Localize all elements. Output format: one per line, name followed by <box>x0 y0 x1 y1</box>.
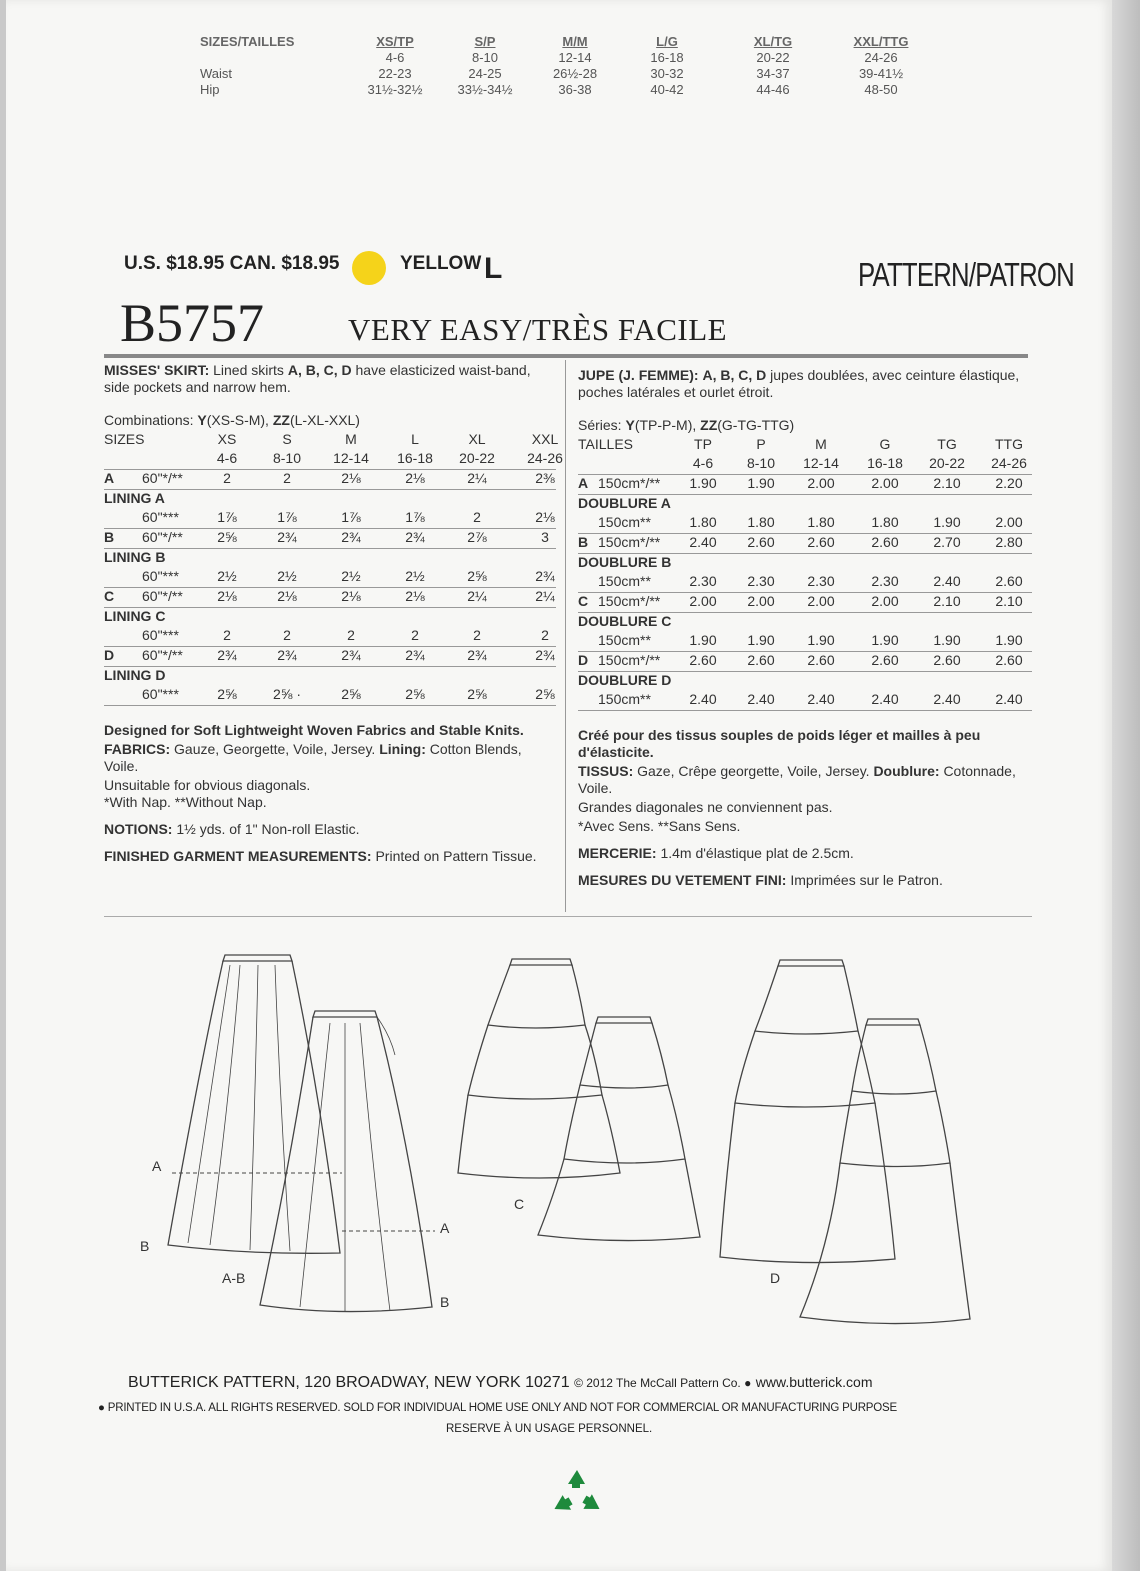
header-rule <box>104 354 1028 358</box>
size-number: 20-22 <box>459 450 495 466</box>
fabrics-text: Gauze, Georgette, Voile, Jersey. <box>174 741 376 757</box>
yardage-row <box>104 529 556 549</box>
size-number-row <box>578 455 1032 475</box>
yardage-value: 2¼ <box>467 588 487 604</box>
fabric-width: 150cm*/** <box>598 534 661 550</box>
size-cell: 40-42 <box>650 82 684 97</box>
skirt-view-a-front <box>168 955 340 1253</box>
hip-label: Hip <box>200 82 220 97</box>
size-number: 12-14 <box>803 455 839 471</box>
size-cell: 4-6 <box>385 50 405 65</box>
rights-notice: ● PRINTED IN U.S.A. ALL RIGHTS RESERVED. SOLD FOR INDIVIDUAL HOME USE ONLY AND NOT FOR COMMERCIAL OR MANUFACTURING PURPOSE <box>98 1402 897 1414</box>
size-cell: 24-26 <box>864 50 898 65</box>
desc-label-fr: JUPE (J. FEMME): <box>578 367 699 383</box>
yardage-value: 2.00 <box>871 475 899 491</box>
yardage-value: 1.90 <box>747 632 775 648</box>
yardage-row <box>104 647 556 667</box>
pattern-number: B5757 <box>120 293 265 353</box>
yardage-value: 1.90 <box>871 632 899 648</box>
yardage-value: 2⅛ <box>405 588 425 604</box>
mercerie-text: 1.4m d'élastique plat de 2.5cm. <box>660 845 854 861</box>
size-number: 16-18 <box>397 450 433 466</box>
yardage-value: 2.30 <box>871 573 899 589</box>
pattern-label: PATTERN/PATRON <box>858 256 1074 293</box>
lining-text: Cotton Blends, Voile. <box>104 741 522 774</box>
label-a-right: A <box>440 1220 450 1236</box>
desc-text: Lined skirts <box>213 362 284 378</box>
yardage-value: 2⅞ <box>467 529 487 545</box>
mesures <box>578 872 1032 889</box>
notions-label: NOTIONS: <box>104 821 173 837</box>
yardage-value: 2.30 <box>747 573 775 589</box>
fabric-width: 60"*** <box>142 568 179 584</box>
yardage-value: 2 <box>223 470 231 486</box>
yardage-value: 2.40 <box>807 691 835 707</box>
recycle-icon <box>550 1466 604 1520</box>
view-label: B <box>578 534 589 550</box>
yardage-value: 2.60 <box>933 652 961 668</box>
series-label: Séries: <box>578 417 622 433</box>
yardage-value: 2.10 <box>933 593 961 609</box>
yardage-value: 2.40 <box>933 691 961 707</box>
fabric-width: 60"*/** <box>142 647 183 663</box>
yardage-value: 2.40 <box>747 691 775 707</box>
publisher-address: BUTTERICK PATTERN, 120 BROADWAY, NEW YORK 10271 <box>128 1374 570 1391</box>
yardage-value: 2.40 <box>995 691 1023 707</box>
diagonales: Grandes diagonales ne conviennent pas. <box>578 799 833 815</box>
yardage-value: 2½ <box>405 568 425 584</box>
lining-label: DOUBLURE D <box>578 672 672 688</box>
yardage-value: 2.70 <box>933 534 961 550</box>
yardage-value: 2⅜ <box>535 470 555 486</box>
yardage-value: 2.00 <box>807 475 835 491</box>
yardage-value: 2 <box>347 627 355 643</box>
tissus <box>578 763 1032 797</box>
french-column <box>578 367 1032 891</box>
fabric-width: 150cm** <box>598 573 651 589</box>
yardage-value: 2.60 <box>871 652 899 668</box>
size-number: 4-6 <box>216 450 238 466</box>
envelope-edge <box>1112 0 1140 1571</box>
yardage-value: 2¾ <box>535 568 555 584</box>
yardage-value: 2.10 <box>933 475 961 491</box>
yardage-value: 2⅝ · <box>272 686 301 702</box>
finished-text: Printed on Pattern Tissue. <box>375 848 537 864</box>
yardage-value: 2⅝ <box>341 686 361 702</box>
combo-y: Y <box>197 412 207 428</box>
skirt-line-drawings <box>140 945 1000 1325</box>
size-number: 4-6 <box>692 455 714 471</box>
skirt-view-c-back <box>538 1017 700 1241</box>
fabrics <box>104 741 556 775</box>
lining-title-row <box>578 613 1032 632</box>
label-a-left: A <box>152 1158 162 1174</box>
yardage-value: 2.00 <box>747 593 775 609</box>
fabrics-label: FABRICS: <box>104 741 171 757</box>
view-label: D <box>578 652 589 668</box>
yardage-value: 2⅛ <box>341 470 361 486</box>
yardage-value: 2.30 <box>689 573 717 589</box>
yardage-value: 3 <box>541 529 549 545</box>
yardage-value: 2⅝ <box>217 529 237 545</box>
skirt-view-d-front <box>720 960 895 1263</box>
size-number: 16-18 <box>867 455 903 471</box>
yardage-value: 2¼ <box>535 588 555 604</box>
fabric-width: 150cm** <box>598 632 651 648</box>
size-number: 12-14 <box>333 450 369 466</box>
yardage-value: 2.40 <box>871 691 899 707</box>
finished-measurements <box>104 848 556 865</box>
english-column <box>104 362 563 867</box>
yardage-value: 2¾ <box>341 647 361 663</box>
lining-title-row <box>578 672 1032 691</box>
view-label: A <box>578 475 589 491</box>
mercerie-label: MERCERIE: <box>578 845 657 861</box>
size-cell: 48-50 <box>864 82 898 97</box>
size-cell: 31½-32½ <box>367 82 423 97</box>
fabric-width: 60"*** <box>142 627 179 643</box>
yardage-row <box>578 573 1032 593</box>
yardage-value: 2⅝ <box>405 686 425 702</box>
yardage-value: 2.40 <box>689 691 717 707</box>
color-dot-icon <box>352 251 386 285</box>
yardage-value: 2.60 <box>807 652 835 668</box>
yardage-value: 1.80 <box>747 514 775 530</box>
yardage-value: 2 <box>411 627 419 643</box>
yardage-row <box>578 475 1032 495</box>
size-number: 20-22 <box>929 455 965 471</box>
size-name: TG <box>937 436 957 452</box>
lining-label: DOUBLURE A <box>578 495 671 511</box>
waist-label: Waist <box>200 66 233 81</box>
size-name-row <box>104 431 559 450</box>
mercerie <box>578 845 1032 862</box>
yardage-value: 2¾ <box>467 647 487 663</box>
size-cell: 26½-28 <box>552 66 598 81</box>
yardage-value: 2⅝ <box>467 568 487 584</box>
yardage-value: 1.80 <box>807 514 835 530</box>
yardage-value: 2 <box>283 627 291 643</box>
yardage-value: 2⅛ <box>405 470 425 486</box>
yardage-value: 2½ <box>277 568 297 584</box>
combo-zz-sizes: (L-XL-XXL) <box>289 412 360 428</box>
label-d: D <box>770 1270 781 1286</box>
doublure-label: Doublure: <box>873 763 940 779</box>
tissus-text: Gaze, Crêpe georgette, Voile, Jersey. <box>637 763 870 779</box>
yardage-value: 1.90 <box>747 475 775 491</box>
size-cell: L/G <box>656 34 678 49</box>
fabric-width: 150cm** <box>598 514 651 530</box>
size-cell: 12-14 <box>558 50 592 65</box>
fabric-width: 150cm** <box>598 691 651 707</box>
size-cell: 44-46 <box>756 82 790 97</box>
website-link[interactable]: www.butterick.com <box>755 1374 873 1390</box>
lining-label: Lining: <box>379 741 426 757</box>
size-number: 8-10 <box>272 450 302 466</box>
size-cell: XXL/TTG <box>853 34 909 49</box>
lining-label: LINING C <box>104 608 166 624</box>
size-number-row <box>104 450 563 470</box>
desc-label: MISSES' SKIRT: <box>104 362 210 378</box>
fabric-width: 60"*** <box>142 686 179 702</box>
yardage-table <box>104 431 563 706</box>
yardage-value: 2¾ <box>405 529 425 545</box>
size-name: P <box>756 436 766 452</box>
yardage-value: 2.60 <box>747 652 775 668</box>
view-label: D <box>104 647 115 663</box>
yardage-row <box>578 514 1032 534</box>
yardage-value: 1.80 <box>689 514 717 530</box>
size-name: G <box>879 436 891 452</box>
yardage-value: 2¼ <box>467 470 487 486</box>
yardage-value: 2⅛ <box>277 588 297 604</box>
label-c: C <box>514 1196 525 1212</box>
lining-label: DOUBLURE C <box>578 613 672 629</box>
lining-label: LINING B <box>104 549 166 565</box>
size-name: L <box>411 431 419 447</box>
series-zz: ZZ <box>700 417 718 433</box>
sizes-label: SIZES <box>104 431 145 447</box>
yardage-value: 1.80 <box>871 514 899 530</box>
yardage-value: 2.60 <box>689 652 717 668</box>
desc-text-2: have elasticized waist-band, side pockets and narrow hem. <box>104 362 531 395</box>
yardage-row <box>578 593 1032 613</box>
yardage-row <box>104 470 556 490</box>
french-notes <box>578 727 1032 889</box>
lining-title-row <box>104 549 556 568</box>
yardage-value: 2.60 <box>807 534 835 550</box>
copyright: © 2012 The McCall Pattern Co. ● <box>574 1376 752 1390</box>
yardage-row <box>104 509 556 529</box>
size-number: 24-26 <box>527 450 563 466</box>
size-cell: 24-25 <box>468 66 502 81</box>
size-cell: 34-37 <box>756 66 790 81</box>
combinations <box>104 412 556 429</box>
skirt-view-c-front <box>458 959 620 1178</box>
yardage-row <box>104 627 556 647</box>
size-cell: 16-18 <box>650 50 684 65</box>
yardage-value: 2.60 <box>995 573 1023 589</box>
desc-views: A, B, C, D <box>287 362 352 378</box>
tissus-label: TISSUS: <box>578 763 634 779</box>
yardage-value: 2⅝ <box>535 686 555 702</box>
size-name: XS <box>217 431 237 447</box>
lining-title-row <box>104 608 556 627</box>
finished-label: FINISHED GARMENT MEASUREMENTS: <box>104 848 372 864</box>
yardage-value: 2¾ <box>535 647 555 663</box>
skirt-illustration <box>140 945 1000 1325</box>
doublure-text: Cotonnade, Voile. <box>578 763 1016 796</box>
difficulty: VERY EASY/TRÈS FACILE <box>348 312 728 347</box>
yardage-value: 1.90 <box>689 475 717 491</box>
mesures-label: MESURES DU VETEMENT FINI: <box>578 872 787 888</box>
combo-label: Combinations: <box>104 412 194 428</box>
fabric-width: 60"*** <box>142 509 179 525</box>
yardage-value: 1.90 <box>807 632 835 648</box>
yardage-value: 2¾ <box>405 647 425 663</box>
yardage-row <box>578 652 1032 672</box>
reserve-notice: RESERVE À UN USAGE PERSONNEL. <box>446 1423 653 1435</box>
fabric-width: 150cm*/** <box>598 475 661 491</box>
size-cell: 22-23 <box>378 66 412 81</box>
size-name: TTG <box>995 436 1023 452</box>
yardage-value: 2.30 <box>807 573 835 589</box>
lining-label: LINING A <box>104 490 165 506</box>
yardage-value: 2⅛ <box>217 588 237 604</box>
english-description <box>104 362 556 396</box>
yardage-value: 2.80 <box>995 534 1023 550</box>
nap-note: *With Nap. **Without Nap. <box>104 794 267 810</box>
yardage-value: 2.00 <box>995 514 1023 530</box>
yardage-value: 2⅝ <box>467 686 487 702</box>
section-divider <box>104 916 1032 917</box>
yardage-value: 1⅞ <box>405 509 425 525</box>
size-cell: S/P <box>474 34 496 49</box>
series-y: Y <box>625 417 635 433</box>
yardage-value: 2.00 <box>871 593 899 609</box>
size-cell: 36-38 <box>558 82 592 97</box>
yardage-value: 1.90 <box>933 632 961 648</box>
yardage-value: 2½ <box>341 568 361 584</box>
size-name-row <box>578 436 1032 455</box>
size-cell: XL/TG <box>753 34 793 49</box>
designed-for: Designed for Soft Lightweight Woven Fabrics and Stable Knits. <box>104 722 524 738</box>
size-cell: XS/TP <box>376 34 414 49</box>
yardage-row <box>578 691 1032 711</box>
unsuitable: Unsuitable for obvious diagonals. <box>104 777 311 793</box>
yardage-value: 2.10 <box>995 593 1023 609</box>
english-notes <box>104 722 556 865</box>
yardage-value: 2 <box>541 627 549 643</box>
view-label: B <box>104 529 115 545</box>
yardage-value: 2.40 <box>689 534 717 550</box>
yardage-row <box>104 686 556 706</box>
view-label: C <box>104 588 115 604</box>
publisher-line <box>128 1374 873 1392</box>
view-label: C <box>578 593 589 609</box>
skirt-view-b-back <box>260 1011 432 1312</box>
size-name: TP <box>694 436 712 452</box>
series-zz-sizes: (G-TG-TTG) <box>717 417 795 433</box>
lining-title-row <box>578 495 1032 514</box>
color-code: L <box>484 252 503 285</box>
yardage-value: 1.90 <box>995 632 1023 648</box>
yardage-row <box>578 534 1032 554</box>
combo-zz: ZZ <box>272 412 290 428</box>
yardage-value: 2.00 <box>807 593 835 609</box>
yardage-value: 2.00 <box>689 593 717 609</box>
size-cell: 30-32 <box>650 66 684 81</box>
lining-title-row <box>104 490 556 509</box>
size-header-label: SIZES/TAILLES <box>200 34 295 49</box>
desc-text-fr: jupes doublées, avec ceinture élastique, poches latérales et ourlet étroit. <box>578 367 1020 400</box>
yardage-value: 2 <box>473 627 481 643</box>
size-name: XL <box>468 431 486 447</box>
yardage-value: 2.20 <box>995 475 1023 491</box>
lining-title-row <box>578 554 1032 573</box>
size-name: XXL <box>531 431 559 447</box>
yardage-value: 1⅞ <box>217 509 237 525</box>
series-y-sizes: (TP-P-M), <box>634 417 697 433</box>
lining-label: DOUBLURE B <box>578 554 672 570</box>
yardage-value: 2.60 <box>995 652 1023 668</box>
label-b-right: B <box>440 1294 450 1310</box>
size-name: M <box>345 431 357 447</box>
yardage-value: 2.60 <box>871 534 899 550</box>
yardage-row <box>104 568 556 588</box>
lining-title-row <box>104 667 556 686</box>
yardage-value: 2⅝ <box>217 686 237 702</box>
size-number: 24-26 <box>991 455 1027 471</box>
yardage-value: 2 <box>223 627 231 643</box>
french-description <box>578 367 1032 401</box>
size-name: S <box>282 431 292 447</box>
sens-note: *Avec Sens. **Sans Sens. <box>578 818 741 834</box>
size-cell: 8-10 <box>471 50 499 65</box>
yardage-value: 2.60 <box>747 534 775 550</box>
notions <box>104 821 556 838</box>
view-label: A <box>104 470 115 486</box>
fabric-width: 150cm*/** <box>598 652 661 668</box>
label-b-left: B <box>140 1238 150 1254</box>
desc-views-fr: A, B, C, D <box>702 367 767 383</box>
metrage-table <box>578 436 1032 711</box>
size-cell: 20-22 <box>756 50 790 65</box>
yardage-value: 2.40 <box>933 573 961 589</box>
fabric-width: 60"*/** <box>142 588 183 604</box>
yardage-value: 1⅞ <box>277 509 297 525</box>
size-number: 8-10 <box>746 455 776 471</box>
yardage-value: 2¾ <box>217 647 237 663</box>
yardage-value: 2 <box>473 509 481 525</box>
color-name: YELLOW <box>400 253 482 274</box>
yardage-row <box>104 588 556 608</box>
sizes-label: TAILLES <box>578 436 633 452</box>
mesures-text: Imprimées sur le Patron. <box>790 872 943 888</box>
combo-y-sizes: (XS-S-M), <box>206 412 269 428</box>
yardage-value: 1.90 <box>689 632 717 648</box>
size-name: M <box>815 436 827 452</box>
yardage-value: 2⅛ <box>535 509 555 525</box>
yardage-value: 1.90 <box>933 514 961 530</box>
series <box>578 417 1032 434</box>
yardage-value: 1⅞ <box>341 509 361 525</box>
lining-label: LINING D <box>104 667 166 683</box>
yardage-value: 2 <box>283 470 291 486</box>
yardage-value: 2¾ <box>277 647 297 663</box>
fabric-width: 150cm*/** <box>598 593 661 609</box>
fabric-width: 60"*/** <box>142 470 183 486</box>
fabric-width: 60"*/** <box>142 529 183 545</box>
yardage-value: 2½ <box>217 568 237 584</box>
yardage-row <box>578 632 1032 652</box>
price: U.S. $18.95 CAN. $18.95 <box>124 253 340 274</box>
label-a-b: A-B <box>222 1270 246 1286</box>
designed-for-fr: Créé pour des tissus souples de poids léger et mailles à peu d'élasticite. <box>578 727 981 760</box>
notions-text: 1½ yds. of 1" Non-roll Elastic. <box>176 821 360 837</box>
size-cell: 39-41½ <box>858 66 904 81</box>
yardage-value: 2¾ <box>277 529 297 545</box>
yardage-value: 2¾ <box>341 529 361 545</box>
size-cell: M/M <box>562 34 588 49</box>
size-cell: 33½-34½ <box>457 82 513 97</box>
yardage-value: 2⅛ <box>341 588 361 604</box>
